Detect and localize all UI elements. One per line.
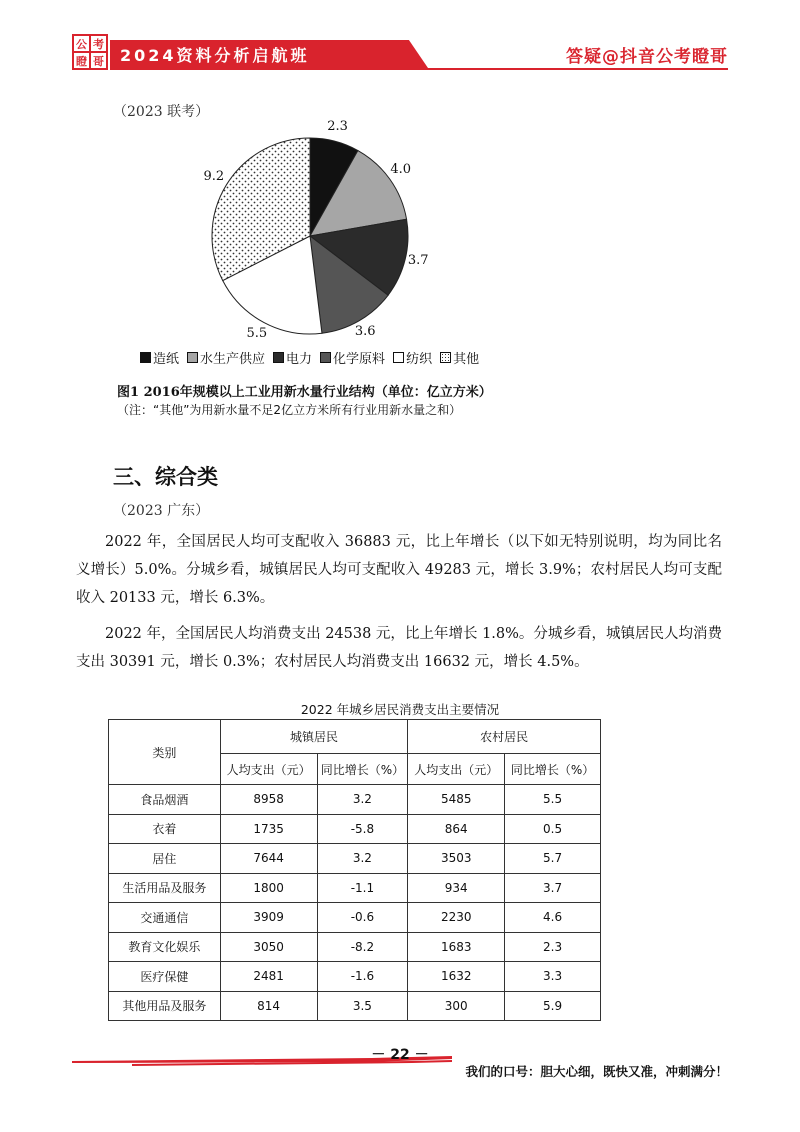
row-category: 交通通信 <box>109 903 221 933</box>
table-cell: 2.3 <box>505 932 601 962</box>
table-cell: 3.2 <box>317 785 408 815</box>
table-cell: -1.1 <box>317 873 408 903</box>
page-number: － 22 － <box>371 1047 429 1063</box>
page-header <box>72 34 728 72</box>
table-cell: -0.6 <box>317 903 408 933</box>
subheader: 人均支出（元） <box>220 754 317 785</box>
legend-swatch <box>393 352 404 363</box>
table-cell: -8.2 <box>317 932 408 962</box>
table-cell: 3050 <box>220 932 317 962</box>
table-cell: -1.6 <box>317 962 408 992</box>
legend-label: 纺织 <box>406 352 433 367</box>
legend-label: 电力 <box>286 352 313 367</box>
paragraph-income: 2022 年，全国居民人均可支配收入 36883 元，比上年增长（以下如无特别说明，均为同比名义增长）5.0%。分城乡看，城镇居民人均可支配收入 49283 元，增长 3.9%；农村居民人均可支配收入 20133 元，增长 6.3%。 <box>76 534 722 606</box>
legend-item-3 <box>320 348 385 367</box>
page-footer <box>72 1040 728 1080</box>
pie-label-4: 5.5 <box>246 325 268 341</box>
legend-item-4 <box>393 348 432 367</box>
table-cell: 814 <box>220 991 317 1021</box>
legend-swatch <box>140 352 151 363</box>
pie-chart <box>190 118 450 376</box>
subheader: 人均支出（元） <box>408 754 505 785</box>
pie-label-1: 4.0 <box>390 162 412 178</box>
legend-swatch <box>273 352 284 363</box>
table-cell: -5.8 <box>317 814 408 844</box>
table-cell: 3.5 <box>317 991 408 1021</box>
figure-note: （注：“其他”为用新水量不足2亿立方米所有行业用新水量之和） <box>117 403 462 417</box>
figure-caption: 图1 2016年规模以上工业用新水量行业结构（单位：亿立方米） <box>117 385 492 400</box>
table-row <box>109 814 601 844</box>
legend-label: 化学原料 <box>333 352 386 367</box>
pie-label-3: 3.6 <box>354 324 376 340</box>
svg-text:瞪: 瞪 <box>76 55 87 68</box>
table-row <box>109 903 601 933</box>
table-cell: 2230 <box>408 903 505 933</box>
legend-swatch <box>440 352 451 363</box>
row-category: 衣着 <box>109 814 221 844</box>
problem-source-2: （2023 广东） <box>113 503 210 519</box>
table-row <box>109 962 601 992</box>
paragraph-consumption: 2022 年，全国居民人均消费支出 24538 元，比上年增长 1.8%。分城乡看，城镇居民人均消费支出 30391 元，增长 0.3%；农村居民人均消费支出 16632 元，增长 4.5%。 <box>76 626 722 670</box>
legend-item-0 <box>140 348 179 367</box>
row-category: 医疗保健 <box>109 962 221 992</box>
table-cell: 3503 <box>408 844 505 874</box>
table-cell: 3909 <box>220 903 317 933</box>
table-cell: 1683 <box>408 932 505 962</box>
logo-icon <box>72 34 108 70</box>
pie-label-0: 2.3 <box>327 118 348 134</box>
table-cell: 300 <box>408 991 505 1021</box>
header-urban: 城镇居民 <box>220 720 408 754</box>
row-category: 生活用品及服务 <box>109 873 221 903</box>
table-cell: 5485 <box>408 785 505 815</box>
pie-label-5: 9.2 <box>203 168 225 184</box>
table-cell: 1735 <box>220 814 317 844</box>
table-cell: 0.5 <box>505 814 601 844</box>
table-cell: 3.7 <box>505 873 601 903</box>
problem-source: （2023 联考） <box>113 104 210 120</box>
table-row <box>109 844 601 874</box>
table-cell: 8958 <box>220 785 317 815</box>
row-category: 教育文化娱乐 <box>109 932 221 962</box>
svg-text:哥: 哥 <box>93 55 104 68</box>
consumption-table <box>108 719 601 1021</box>
table-cell: 864 <box>408 814 505 844</box>
svg-text:考: 考 <box>93 38 104 51</box>
table-cell: 7644 <box>220 844 317 874</box>
legend-swatch <box>320 352 331 363</box>
pie-label-2: 3.7 <box>407 253 429 269</box>
legend-label: 其他 <box>453 352 480 367</box>
row-category: 居住 <box>109 844 221 874</box>
header-contact: 答疑@抖音公考瞪哥 <box>566 47 728 67</box>
table-row <box>109 785 601 815</box>
table-title: 2022 年城乡居民消费支出主要情况 <box>300 702 500 717</box>
table-cell: 934 <box>408 873 505 903</box>
table-row <box>109 932 601 962</box>
subheader: 同比增长（%） <box>317 754 408 785</box>
section-title: 三、综合类 <box>113 465 218 489</box>
legend-item-5 <box>440 348 479 367</box>
subheader: 同比增长（%） <box>505 754 601 785</box>
legend-item-1 <box>187 348 265 367</box>
table-cell: 2481 <box>220 962 317 992</box>
header-rule <box>110 68 728 70</box>
table-cell: 5.5 <box>505 785 601 815</box>
table-cell: 4.6 <box>505 903 601 933</box>
table-cell: 3.3 <box>505 962 601 992</box>
header-category: 类别 <box>109 720 221 785</box>
footer-slogan: 我们的口号：胆大心细，既快又准，冲刺满分！ <box>465 1064 728 1079</box>
table-cell: 3.2 <box>317 844 408 874</box>
table-cell: 5.7 <box>505 844 601 874</box>
legend-label: 造纸 <box>153 352 180 367</box>
table-cell: 1800 <box>220 873 317 903</box>
course-title: 2024资料分析启航班 <box>120 46 310 65</box>
legend-swatch <box>187 352 198 363</box>
svg-text:公: 公 <box>76 38 87 51</box>
legend-label: 水生产供应 <box>200 352 266 367</box>
header-rural: 农村居民 <box>408 720 601 754</box>
legend-item-2 <box>273 348 312 367</box>
table-row <box>109 873 601 903</box>
chart-legend <box>140 348 479 367</box>
row-category: 食品烟酒 <box>109 785 221 815</box>
table-cell: 5.9 <box>505 991 601 1021</box>
row-category: 其他用品及服务 <box>109 991 221 1021</box>
table-cell: 1632 <box>408 962 505 992</box>
table-row <box>109 991 601 1021</box>
